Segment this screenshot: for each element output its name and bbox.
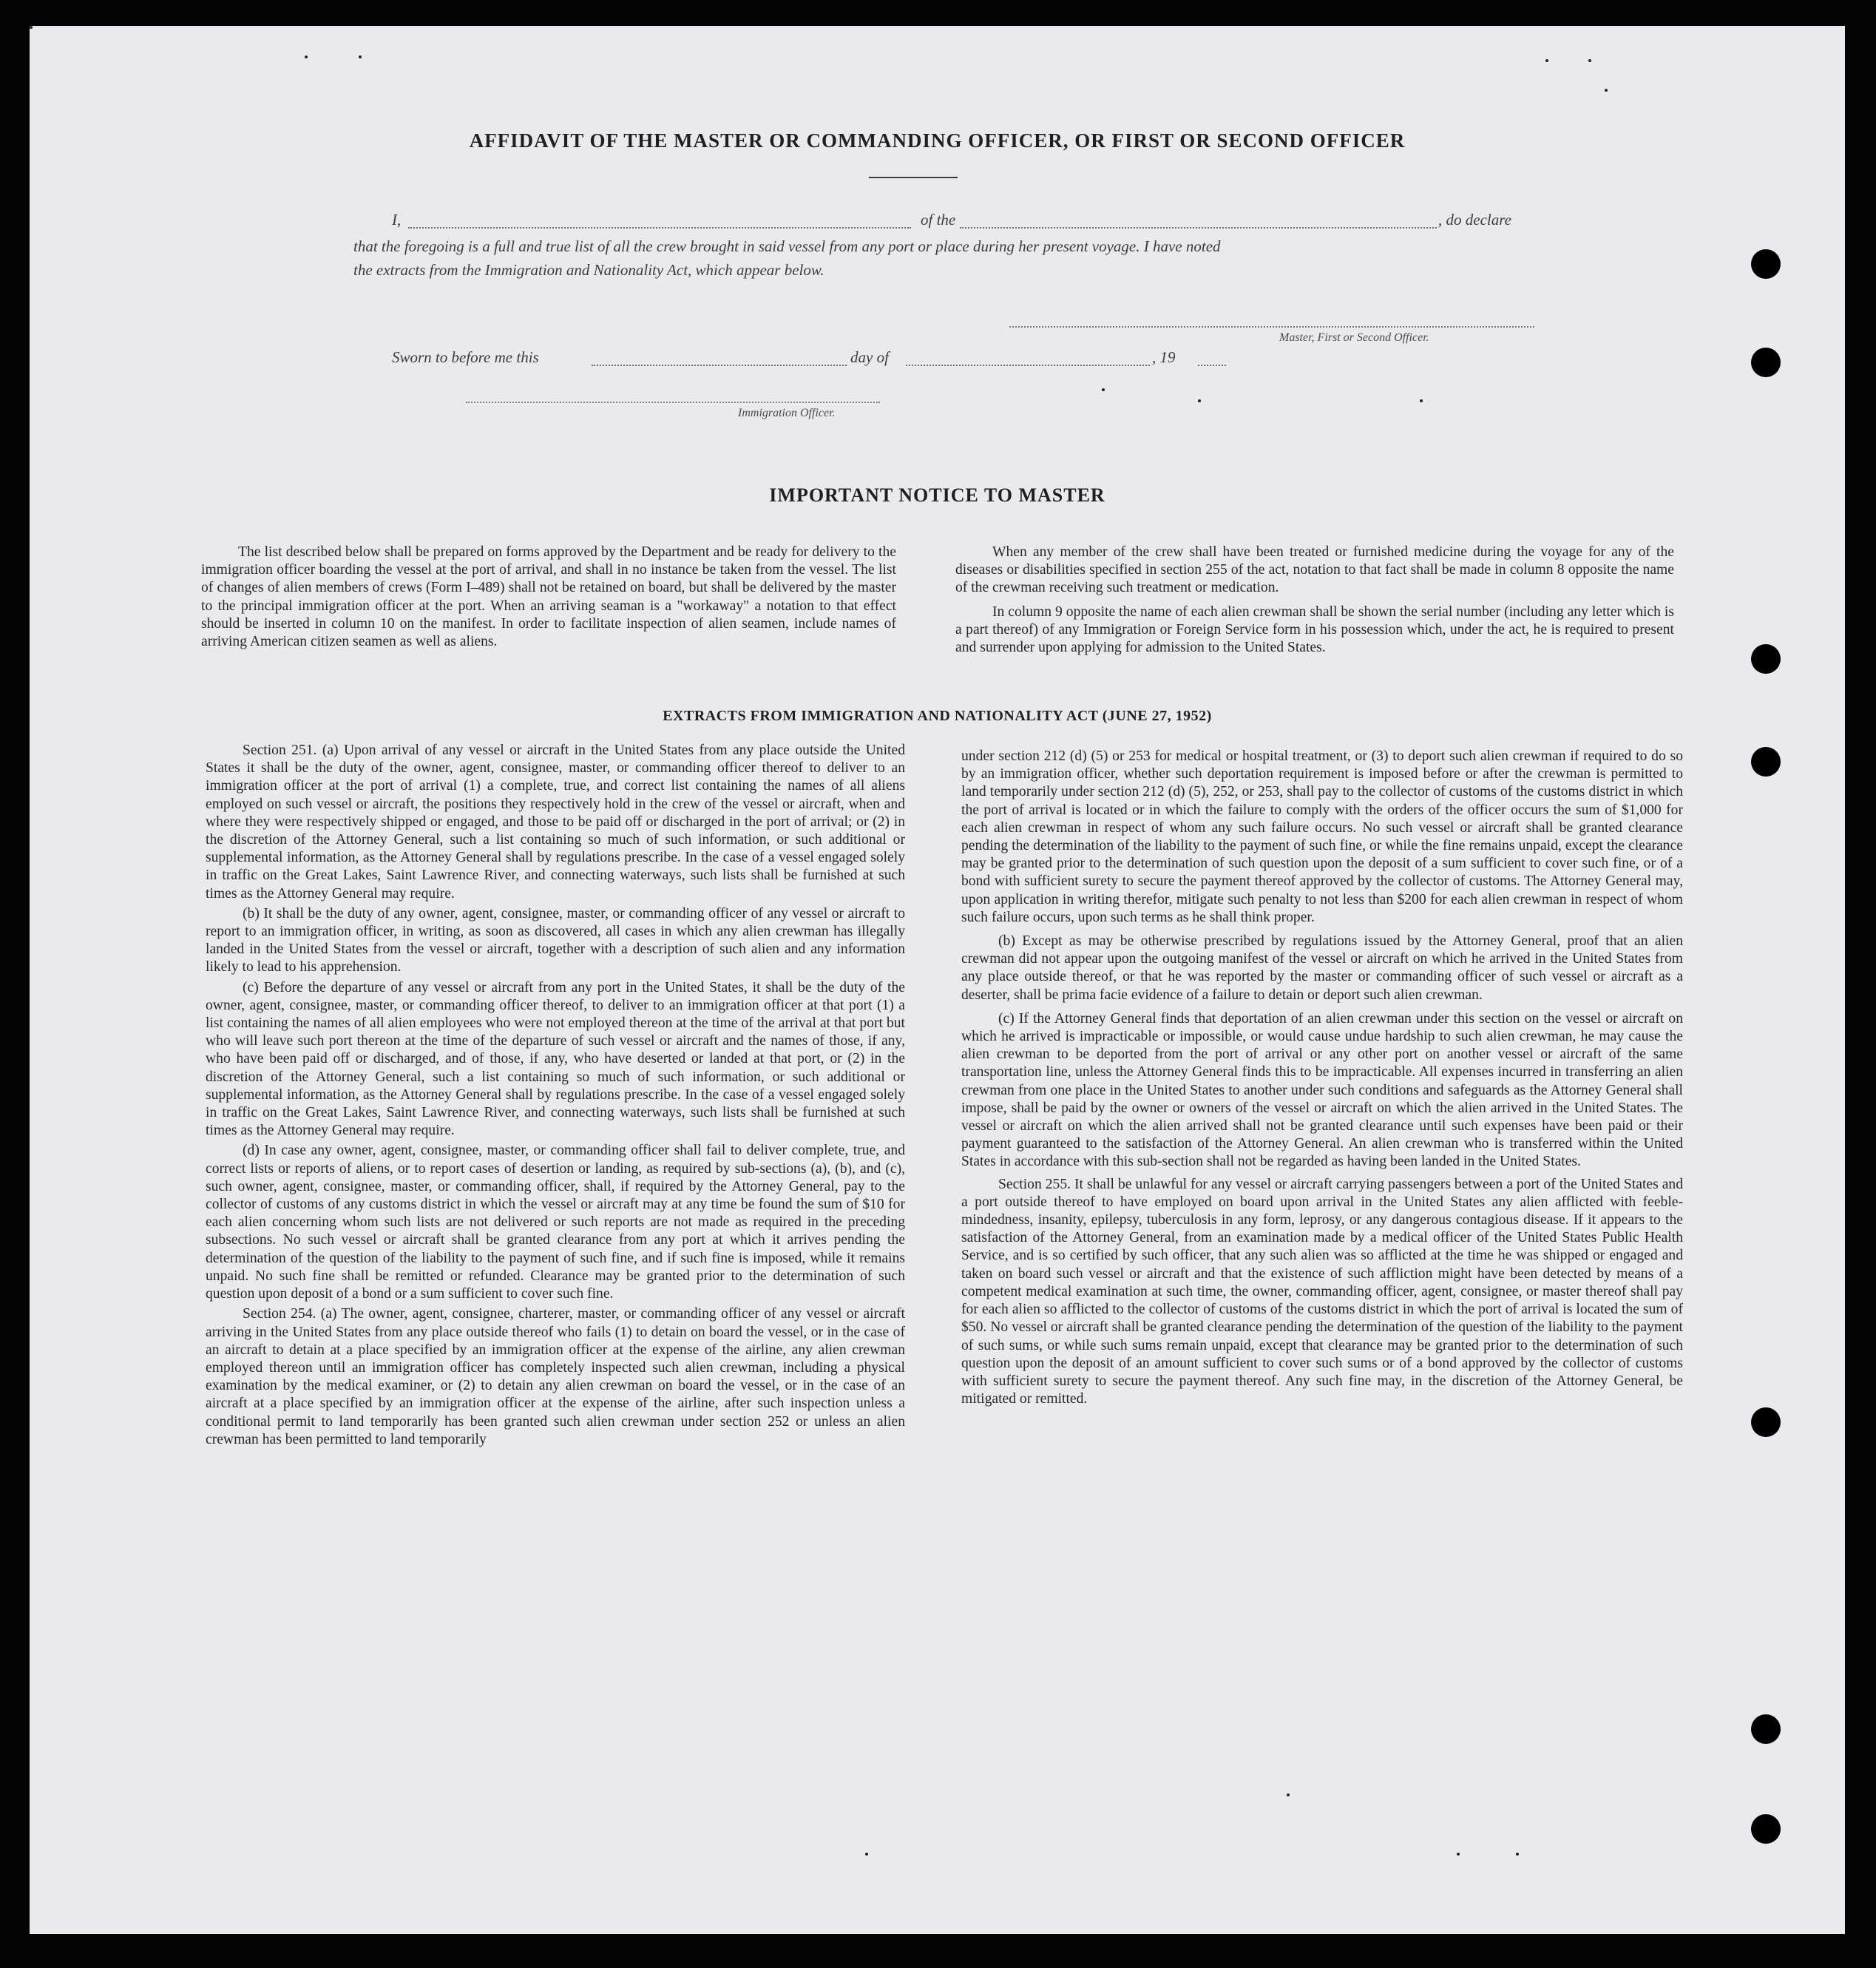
year-label: , 19 [1152, 348, 1176, 366]
declaration-line-2: that the foregoing is a full and true list of all the crew brought in said vessel from any port or place during her present voyage. I have noted [353, 237, 1221, 255]
section-255: Section 255. It shall be unlawful for any vessel or aircraft carrying passengers between a port of the United States and a port outside thereof to have employed on board upon arrival in the United States any alien afflicted with feeble-mindedness, insanity, epilepsy, tuberculosis in any form, leprosy, or any dangerous contagious disease. If it appears to the satisfaction of the Attorney General, from an examination made by a medical officer of the United States Public Health Service, and is so certified by such officer, that any such alien was so afflicted at the time he was shipped or engaged and taken on board such vessel or aircraft and that the existence of such affliction might have been detected by means of a competent medical examination at such time, the owner, commanding officer, agent, consignee, or master thereof shall pay for each alien so afflicted to the collector of customs of the customs district in which the port of arrival is located the sum of $50. No vessel or aircraft shall be granted clearance pending the determination of the question of the liability to the payment of such sums, or while such sums remain unpaid, except that clearance may be granted prior to the determination of such question upon the deposit of an amount sufficient to cover such sums or of a bond approved by the collector of customs with sufficient surety to secure the payment thereof. Any such fine may, in the discretion of the Attorney General, be mitigated or remitted. [961, 1176, 1683, 1407]
affidavit-title: AFFIDAVIT OF THE MASTER OR COMMANDING OFFICER, OR FIRST OR SECOND OFFICER [469, 129, 1406, 152]
binder-hole [1751, 1814, 1781, 1844]
scan-speck [1102, 388, 1105, 391]
notice-left-paragraph: The list described below shall be prepared on forms approved by the Department and be ready for delivery to the immigration officer boarding the vessel at the port of arrival, and shall in no instance be taken from the vessel. The list of changes of alien members of crews (Form I–489) shall not be retained on board, but shall be delivered by the master to the principal immigration officer at the port. When an arriving seaman is a "workaway" a notation to that effect should be inserted in column 10 on the manifest. In order to facilitate inspection of alien seamen, include names of arriving American citizen seamen as well as aliens. [201, 544, 896, 650]
scan-speck [1516, 1853, 1519, 1856]
notice-right-paragraph-2: In column 9 opposite the name of each alien crewman shall be shown the serial number (including any letter which is a part thereof) of any Immigration or Foreign Service form in his possession which, under the act, he is required to present and surrender upon applying for admission to the United States. [955, 603, 1674, 656]
master-signature-label: Master, First or Second Officer. [1279, 331, 1429, 344]
vessel-blank [960, 227, 1437, 229]
scan-speck [865, 1853, 868, 1856]
extracts-right-column [961, 748, 1683, 1410]
section-251-b: (b) It shall be the duty of any owner, agent, consignee, master, or commanding officer of any vessel or aircraft to report to an immigration officer, in writing, as soon as discovered, all cases in which any alien crewman has illegally landed in the United States from the vessel or aircraft, together with a description of such alien and any information likely to lead to his apprehension. [206, 905, 905, 975]
binder-hole [1751, 1407, 1781, 1437]
section-254-a: Section 254. (a) The owner, agent, consignee, charterer, master, or commanding officer of any vessel or aircraft arriving in the United States from any place outside thereof who fails (1) to detain on board the vessel, or in the case of an aircraft to detain at a place specified by an immigration officer at the expense of the airline, any alien crewman employed thereon until an immigration officer has completely inspected such alien crewman, including a physical examination by the medical examiner, or (2) to detain any alien crewman on board the vessel, or in the case of an aircraft at a place specified by an immigration officer at the expense of the airline, after such inspection unless a conditional permit to land temporarily has been granted such alien crewman under section 252 or unless an alien crewman has been permitted to land temporarily [206, 1306, 905, 1447]
scan-speck [1457, 1853, 1460, 1856]
scan-speck [1287, 1793, 1290, 1796]
section-251-c: (c) Before the departure of any vessel or aircraft from any port in the United States, it shall be the duty of the owner, agent, consignee, master, or commanding officer thereof, to deliver to an immigration officer at that port (1) a list containing the names of all alien employees who were not employed thereon at the time of the arrival at that port but who will leave such port thereon at the time of the departure of such vessel or aircraft and the names of those, if any, who have been paid off or discharged, and of those, if any, who have deserted or landed at that port, or (2) in the discretion of the Attorney General, such a list containing so much of such information, or such additional or supplemental information, as the Attorney General shall by regulations prescribe. In the case of a vessel engaged solely in traffic on the Great Lakes, Saint Lawrence River, and connecting waterways, such lists shall be furnished at such times as the Attorney General may require. [206, 979, 905, 1139]
section-254-b: (b) Except as may be otherwise prescribed by regulations issued by the Attorney General, proof that an alien crewman did not appear upon the outgoing manifest of the vessel or aircraft on which he arrived in the United States from any place outside thereof, or that he was reported by the master or commanding officer of such vessel or aircraft as a deserter, shall be prima facie evidence of a failure to detain or deport such alien crewman. [961, 933, 1683, 1003]
master-signature-line [1009, 326, 1534, 328]
section-254-c: (c) If the Attorney General finds that deportation of an alien crewman under this section on the vessel or aircraft on which he arrived is impracticable or impossible, or would cause undue hardship to such alien crewman, he may cause the alien crewman to be deported from the port of arrival or any other port on another vessel or aircraft of the same transportation line, unless the Attorney General finds this to be impracticable. All expenses incurred in transferring an alien crewman from one place in the United States to another under such conditions and safeguards as the Attorney General shall impose, shall be paid by the owner or owners of the vessel or aircraft on which the alien arrived in the United States. The vessel or aircraft on which the alien arrived shall not be granted clearance until such expenses have been paid or their payment guaranteed to the satisfaction of the Attorney General. An alien crewman who is transferred within the United States in accordance with this sub-section shall not be regarded as having been landed in the United States. [961, 1010, 1683, 1170]
notice-right-paragraph-1: When any member of the crew shall have been treated or furnished medicine during the voyage for any of the diseases or disabilities specified in section 255 of the act, notation to that fact shall be made in column 8 opposite the name of the crewman receiving such treatment or medication. [955, 544, 1674, 596]
extracts-left-column [206, 742, 905, 1451]
of-the-label: of the [921, 211, 956, 229]
notice-title: IMPORTANT NOTICE TO MASTER [769, 484, 1105, 506]
scan-speck [30, 26, 33, 29]
scan-speck [359, 55, 362, 58]
binder-hole [1751, 747, 1781, 777]
i-label: I, [392, 211, 402, 229]
section-251-a: Section 251. (a) Upon arrival of any vessel or aircraft in the United States from any place outside the United States it shall be the duty of the owner, agent, consignee, master, or commanding officer thereof to deliver to an immigration officer at the port of arrival (1) a complete, true, and correct list containing the names of all aliens employed on such vessel or aircraft, the positions they respectively hold in the crew of the vessel or aircraft, when and where they were respectively shipped or engaged, and those to be paid off or discharged in the port of arrival; or (2) in the discretion of the Attorney General, such a list containing so much of such information, or such additional or supplemental information, as the Attorney General shall by regulations prescribe. In the case of a vessel engaged solely in traffic on the Great Lakes, Saint Lawrence River, and connecting waterways, such lists shall be furnished at such times as the Attorney General may require. [206, 743, 905, 902]
scan-speck [1588, 59, 1591, 62]
binder-hole [1751, 348, 1781, 377]
day-of-label: day of [850, 348, 889, 366]
sworn-month-blank [906, 365, 1150, 366]
notice-right-column [955, 544, 1674, 659]
section-251-d: (d) In case any owner, agent, consignee, master, or commanding officer shall fail to deliver complete, true, and correct lists or reports of aliens, or to report cases of desertion or landing, as required by sub-sections (a), (b), and (c), such owner, agent, consignee, master, or commanding officer, shall, if required by the Attorney General, pay to the collector of customs of any customs district in which the vessel or aircraft may at any time be found the sum of $10 for each alien concerning whom such lists are not delivered or such reports are not made as required in the preceding subsections. No such vessel or aircraft shall be granted clearance from any port at which it arrives pending the determination of the question of the liability to the payment of such fine, and if such fine is imposed, while it remains unpaid. No such fine shall be remitted or refunded. Clearance may be granted prior to the determination of such question upon deposit of a bond or a sum sufficient to cover such fine. [206, 1143, 905, 1302]
extracts-title: EXTRACTS FROM IMMIGRATION AND NATIONALITY ACT (JUNE 27, 1952) [663, 708, 1212, 724]
binder-hole [1751, 249, 1781, 279]
name-blank [408, 227, 911, 229]
section-254-a-continued: under section 212 (d) (5) or 253 for medical or hospital treatment, or (3) to deport such alien crewman if required to do so by an immigration officer, whether such deportation requirement is imposed before or after the crewman is permitted to land temporarily under section 212 (d) (5), 252, or 253, shall pay to the collector of customs of the customs district in which the port of arrival is located or in which the failure to comply with the orders of the officer occurs the sum of $1,000 for each alien crewman in respect of whom any such failure occurs. No such vessel or aircraft shall be granted clearance pending the determination of the liability to the payment of such fine, or while the fine remains unpaid, except the clearance may be granted prior to the determination of such question upon the deposit of a sum sufficient to cover such fine, or of a bond with sufficient surety to secure the payment thereof approved by the collector of customs. The Attorney General may, upon application in writing therefor, mitigate such penalty to not less than $200 for each alien crewman in respect of whom such failure occurs, upon such terms as he shall think proper. [961, 748, 1683, 925]
sworn-label: Sworn to before me this [392, 348, 539, 366]
scan-speck [1605, 89, 1608, 92]
declaration-line-3: the extracts from the Immigration and Nationality Act, which appear below. [353, 261, 824, 279]
scan-speck [1545, 59, 1548, 62]
binder-hole [1751, 1714, 1781, 1744]
immigration-officer-label: Immigration Officer. [738, 407, 836, 419]
sworn-day-blank [592, 365, 847, 366]
notice-left-column [201, 544, 896, 653]
scan-speck [305, 55, 308, 58]
title-rule [869, 177, 958, 178]
do-declare-label: , do declare [1438, 211, 1511, 229]
document-page [30, 26, 1845, 1934]
year-blank [1198, 365, 1226, 366]
scan-speck [1198, 399, 1201, 402]
scan-speck [1420, 399, 1423, 402]
binder-hole [1751, 644, 1781, 674]
immigration-officer-signature-line [466, 402, 880, 403]
